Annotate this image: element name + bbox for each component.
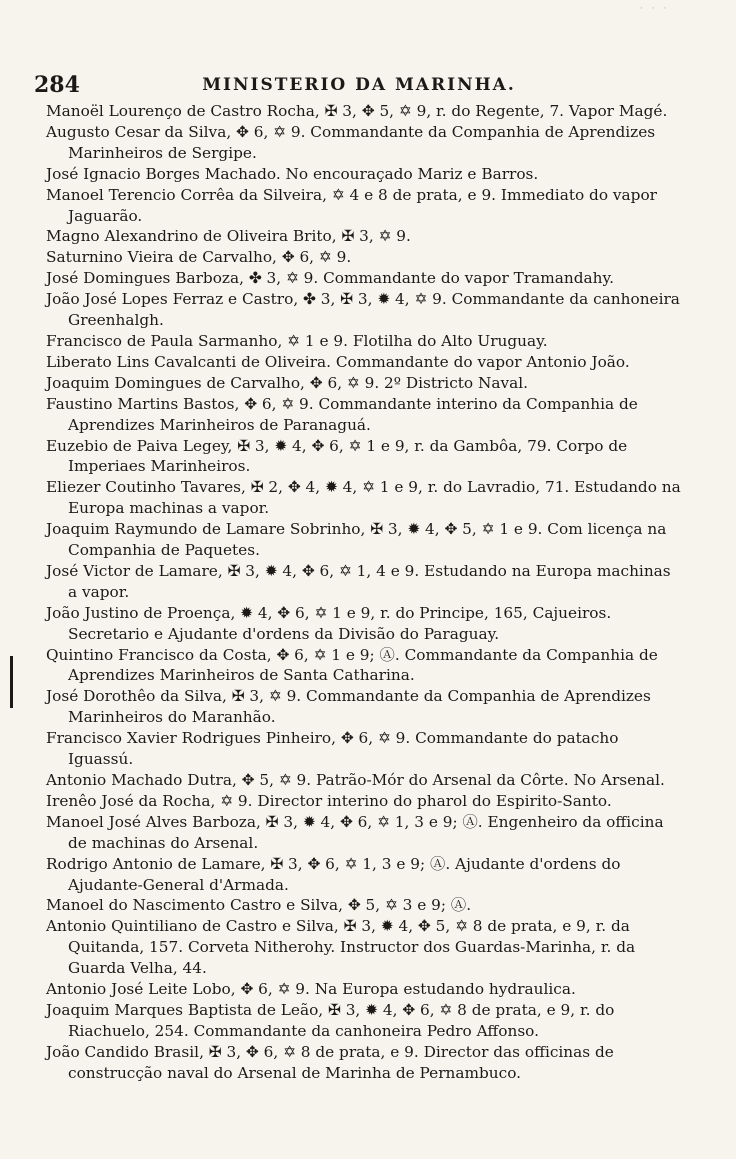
officer-entry: Saturnino Vieira de Carvalho, ✥ 6, ✡ 9. <box>46 248 352 267</box>
officer-entry: João Justino de Proença, ✹ 4, ✥ 6, ✡ 1 e 9, r. do Principe, 165, Cajueiros. Secretario e Ajudante d'ordens da Divisão do Paraguay. <box>46 603 612 643</box>
margin-ink-mark <box>10 656 13 708</box>
officer-entry: Magno Alexandrino de Oliveira Brito, ✠ 3, ✡ 9. <box>46 227 411 246</box>
officer-entry: Eliezer Coutinho Tavares, ✠ 2, ✥ 4, ✹ 4, ✡ 1 e 9, r. do Lavradio, 71. Estudando na Europa machinas a vapor. <box>46 478 681 518</box>
officer-entry: Rodrigo Antonio de Lamare, ✠ 3, ✥ 6, ✡ 1, 3 e 9; Ⓐ. Ajudante d'ordens do Ajudante-General d'Armada. <box>46 854 621 894</box>
officer-entry: Euzebio de Paiva Legey, ✠ 3, ✹ 4, ✥ 6, ✡ 1 e 9, r. da Gambôa, 79. Corpo de Imperiaes Marinheiros. <box>46 436 628 476</box>
officer-entry: João José Lopes Ferraz e Castro, ✤ 3, ✠ 3, ✹ 4, ✡ 9. Commandante da canhoneira Greenhalgh. <box>46 290 680 330</box>
officer-entry: Manoel José Alves Barboza, ✠ 3, ✹ 4, ✥ 6, ✡ 1, 3 e 9; Ⓐ. Engenheiro da officina de machinas do Arsenal. <box>46 812 664 852</box>
page-header <box>34 72 684 98</box>
officer-list <box>46 101 682 1084</box>
officer-entry: Liberato Lins Cavalcanti de Oliveira. Commandante do vapor Antonio João. <box>46 352 630 371</box>
officer-entry: Joaquim Marques Baptista de Leão, ✠ 3, ✹ 4, ✥ 6, ✡ 8 de prata, e 9, r. do Riachuelo, 254. Commandante da canhoneira Pedro Affonso. <box>46 1000 615 1040</box>
officer-entry: Faustino Martins Bastos, ✥ 6, ✡ 9. Commandante interino da Companhia de Aprendizes Marinheiros de Paranaguá. <box>46 394 638 434</box>
officer-entry: Manoel do Nascimento Castro e Silva, ✥ 5, ✡ 3 e 9; Ⓐ. <box>46 896 472 915</box>
officer-entry: Antonio José Leite Lobo, ✥ 6, ✡ 9. Na Europa estudando hydraulica. <box>46 980 576 999</box>
officer-entry: Joaquim Raymundo de Lamare Sobrinho, ✠ 3, ✹ 4, ✥ 5, ✡ 1 e 9. Com licença na Companhia de Paquetes. <box>46 520 667 560</box>
officer-entry: Francisco de Paula Sarmanho, ✡ 1 e 9. Flotilha do Alto Uruguay. <box>46 331 548 350</box>
officer-entry: Francisco Xavier Rodrigues Pinheiro, ✥ 6, ✡ 9. Commandante do patacho Iguassú. <box>46 729 619 769</box>
officer-entry: Joaquim Domingues de Carvalho, ✥ 6, ✡ 9. 2º Districto Naval. <box>46 373 529 392</box>
scan-speckle-decoration: · · · <box>640 4 670 14</box>
running-title: MINISTERIO DA MARINHA. <box>202 75 516 95</box>
officer-entry: Antonio Quintiliano de Castro e Silva, ✠ 3, ✹ 4, ✥ 5, ✡ 8 de prata, e 9, r. da Quitanda, 157. Corveta Nitherohy. Instructor dos Guardas-Marinha, r. da Guarda Velha, 44. <box>46 917 636 978</box>
officer-entry: José Domingues Barboza, ✤ 3, ✡ 9. Commandante do vapor Tramandahy. <box>46 269 614 288</box>
officer-entry: Augusto Cesar da Silva, ✥ 6, ✡ 9. Commandante da Companhia de Aprendizes Marinheiros de Sergipe. <box>46 122 656 162</box>
officer-entry: Manoel Terencio Corrêa da Silveira, ✡ 4 e 8 de prata, e 9. Immediato do vapor Jaguarão. <box>46 185 657 225</box>
officer-entry: Irenêo José da Rocha, ✡ 9. Director interino do pharol do Espirito-Santo. <box>46 791 612 810</box>
officer-entry: Manoël Lourenço de Castro Rocha, ✠ 3, ✥ 5, ✡ 9, r. do Regente, 7. Vapor Magé. <box>46 102 668 120</box>
page-number: 284 <box>34 72 80 98</box>
officer-entry: José Victor de Lamare, ✠ 3, ✹ 4, ✥ 6, ✡ 1, 4 e 9. Estudando na Europa machinas a vapor. <box>46 561 671 601</box>
officer-entry: José Ignacio Borges Machado. No encouraçado Mariz e Barros. <box>46 164 539 183</box>
officer-entry: Antonio Machado Dutra, ✥ 5, ✡ 9. Patrão-Mór do Arsenal da Côrte. No Arsenal. <box>46 771 665 789</box>
officer-entry: Quintino Francisco da Costa, ✥ 6, ✡ 1 e 9; Ⓐ. Commandante da Companhia de Aprendizes Marinheiros de Santa Catharina. <box>46 645 658 685</box>
officer-entry: José Dorothêo da Silva, ✠ 3, ✡ 9. Commandante da Companhia de Aprendizes Marinheiros do Maranhão. <box>46 687 651 727</box>
officer-entry: João Candido Brasil, ✠ 3, ✥ 6, ✡ 8 de prata, e 9. Director das officinas de construcção naval do Arsenal de Marinha de Pernambuco. <box>46 1042 614 1082</box>
